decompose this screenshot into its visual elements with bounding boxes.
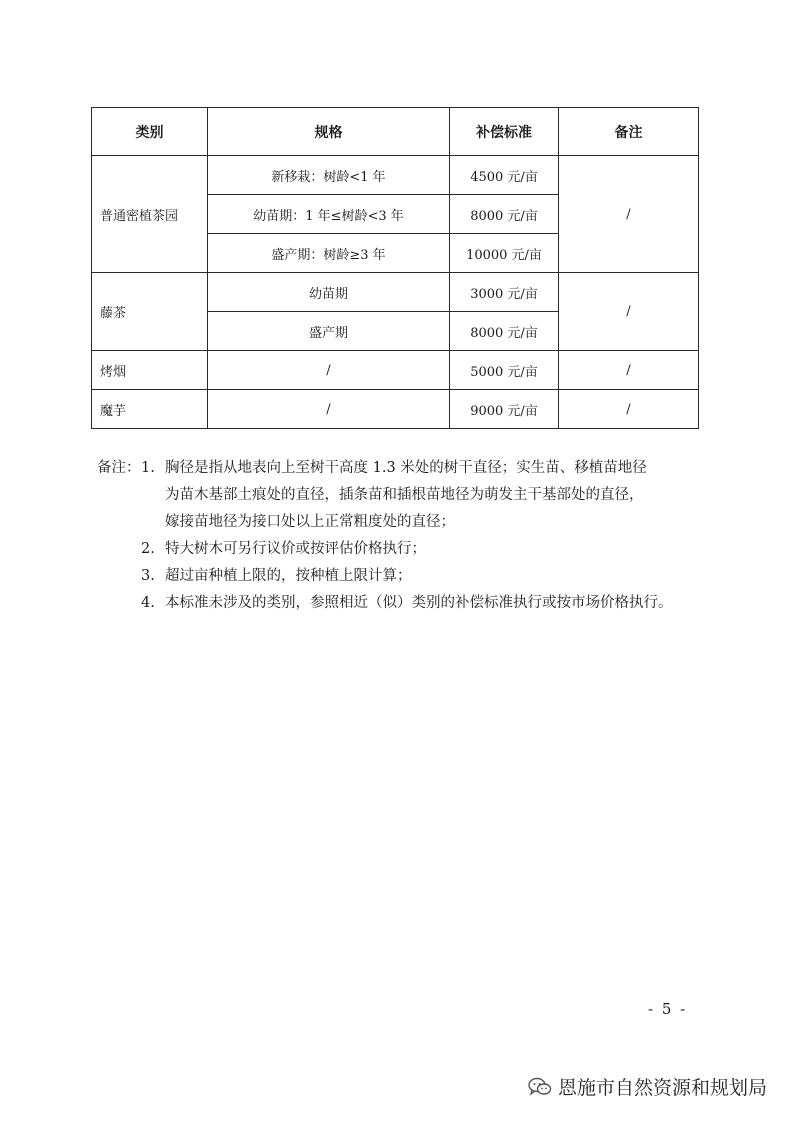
table-row xyxy=(92,351,699,390)
header-note: 备注 xyxy=(559,108,699,156)
spec-cell: 盛产期：树龄≥3 年 xyxy=(208,234,450,273)
note-line: 超过亩种植上限的，按种植上限计算； xyxy=(165,568,412,584)
header-standard: 补偿标准 xyxy=(450,108,559,156)
compensation-table xyxy=(91,107,699,429)
standard-cell: 8000 元/亩 xyxy=(450,312,559,351)
table-header-row xyxy=(92,108,699,156)
header-category: 类别 xyxy=(92,108,208,156)
standard-cell: 9000 元/亩 xyxy=(450,390,559,429)
spec-cell: 盛产期 xyxy=(208,312,450,351)
category-cell: 藤茶 xyxy=(92,273,208,351)
note-line: 胸径是指从地表向上至树干高度 1.3 米处的树干直径；实生苗、移植苗地径 xyxy=(165,460,647,476)
notes-prefix: 备注： xyxy=(97,460,141,476)
note-number: 3. xyxy=(141,568,155,584)
watermark xyxy=(528,1073,767,1100)
note-line: 为苗木基部土痕处的直径，插条苗和插根苗地径为萌发主干基部处的直径， xyxy=(165,487,644,503)
standard-cell: 8000 元/亩 xyxy=(450,195,559,234)
standard-cell: 4500 元/亩 xyxy=(450,156,559,195)
spec-cell: / xyxy=(208,390,450,429)
table-row xyxy=(92,273,699,312)
category-cell: 普通密植茶园 xyxy=(92,156,208,273)
spec-cell: 幼苗期 xyxy=(208,273,450,312)
note-cell: / xyxy=(559,351,699,390)
spec-cell: 新移栽：树龄<1 年 xyxy=(208,156,450,195)
notes-section xyxy=(97,455,707,617)
note-text xyxy=(165,563,707,590)
standard-cell: 3000 元/亩 xyxy=(450,273,559,312)
wechat-icon xyxy=(528,1077,552,1097)
note-cell: / xyxy=(559,273,699,351)
note-line: 嫁接苗地径为接口处以上正常粗度处的直径； xyxy=(165,514,455,530)
note-number: 4. xyxy=(141,595,155,611)
spec-cell: 幼苗期：1 年≤树龄<3 年 xyxy=(208,195,450,234)
header-spec: 规格 xyxy=(208,108,450,156)
watermark-text: 恩施市自然资源和规划局 xyxy=(558,1077,768,1099)
page-number: - 5 - xyxy=(648,1000,688,1018)
note-item xyxy=(97,536,707,563)
category-cell: 烤烟 xyxy=(92,351,208,390)
note-item xyxy=(97,590,707,617)
note-text xyxy=(165,536,707,563)
note-cell: / xyxy=(559,390,699,429)
note-item xyxy=(97,455,707,536)
note-cell: / xyxy=(559,156,699,273)
table-row xyxy=(92,390,699,429)
note-number: 2. xyxy=(141,541,155,557)
spec-cell: / xyxy=(208,351,450,390)
table-row xyxy=(92,156,699,195)
standard-cell: 5000 元/亩 xyxy=(450,351,559,390)
note-line: 本标准未涉及的类别，参照相近（似）类别的补偿标准执行或按市场价格执行。 xyxy=(165,595,673,611)
note-text xyxy=(165,455,707,536)
note-number: 1. xyxy=(141,460,155,476)
note-text xyxy=(165,590,707,617)
standard-cell: 10000 元/亩 xyxy=(450,234,559,273)
category-cell: 魔芋 xyxy=(92,390,208,429)
note-line: 特大树木可另行议价或按评估价格执行； xyxy=(165,541,426,557)
note-item xyxy=(97,563,707,590)
